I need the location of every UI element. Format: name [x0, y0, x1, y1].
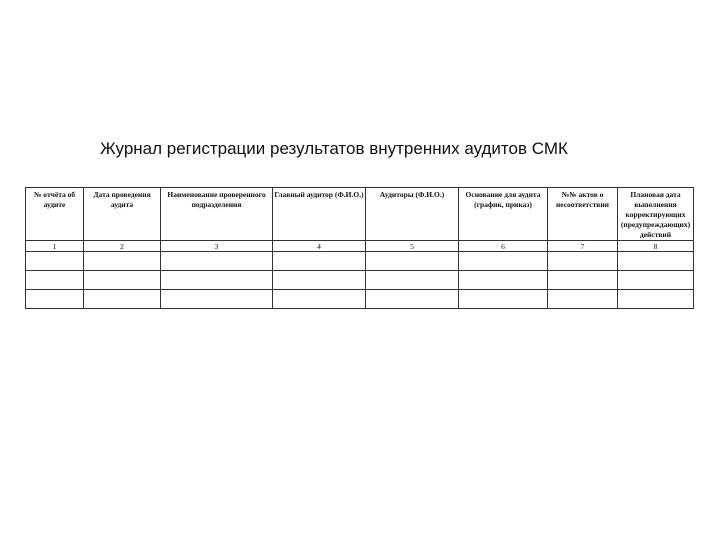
table-cell [273, 252, 366, 271]
table-cell [459, 252, 548, 271]
header-audit-basis: Основание для аудита (график, приказ) [459, 188, 548, 241]
header-auditors: Аудиторы (Ф.И.О.) [366, 188, 459, 241]
header-planned-date: Плановая дата выполнения корректирующих (предупреждающих) действий [618, 188, 694, 241]
audit-journal-table [25, 187, 694, 309]
column-number-row [26, 241, 694, 252]
table-cell [273, 271, 366, 290]
header-audit-date: Дата проведения аудита [84, 188, 161, 241]
table-cell [366, 290, 459, 309]
table-cell [459, 271, 548, 290]
table-cell [26, 271, 84, 290]
header-nonconformity-acts: №№ актов о несоответствии [548, 188, 618, 241]
table-row [26, 290, 694, 309]
table-row [26, 252, 694, 271]
table-cell [84, 290, 161, 309]
table-cell [618, 271, 694, 290]
table-cell [548, 290, 618, 309]
table-cell [548, 252, 618, 271]
column-number: 4 [273, 241, 366, 252]
header-department-name: Наименование проверенного подразделения [161, 188, 273, 241]
column-number: 1 [26, 241, 84, 252]
table-cell [548, 271, 618, 290]
column-number: 8 [618, 241, 694, 252]
table-row [26, 271, 694, 290]
table-cell [618, 252, 694, 271]
table-cell [26, 290, 84, 309]
table-cell [459, 290, 548, 309]
table-cell [273, 290, 366, 309]
header-lead-auditor: Главный аудитор (Ф.И.О.) [273, 188, 366, 241]
column-number: 3 [161, 241, 273, 252]
table-cell [366, 271, 459, 290]
column-number: 7 [548, 241, 618, 252]
table-cell [618, 290, 694, 309]
table-cell [84, 252, 161, 271]
table-cell [366, 252, 459, 271]
table-cell [161, 252, 273, 271]
header-report-number: № отчёта об аудите [26, 188, 84, 241]
table-cell [26, 252, 84, 271]
table-cell [161, 290, 273, 309]
table-cell [84, 271, 161, 290]
column-number: 5 [366, 241, 459, 252]
table-header-row [26, 188, 694, 241]
document-title: Журнал регистрации результатов внутренних аудитов СМК [100, 139, 568, 158]
column-number: 2 [84, 241, 161, 252]
table-cell [161, 271, 273, 290]
column-number: 6 [459, 241, 548, 252]
